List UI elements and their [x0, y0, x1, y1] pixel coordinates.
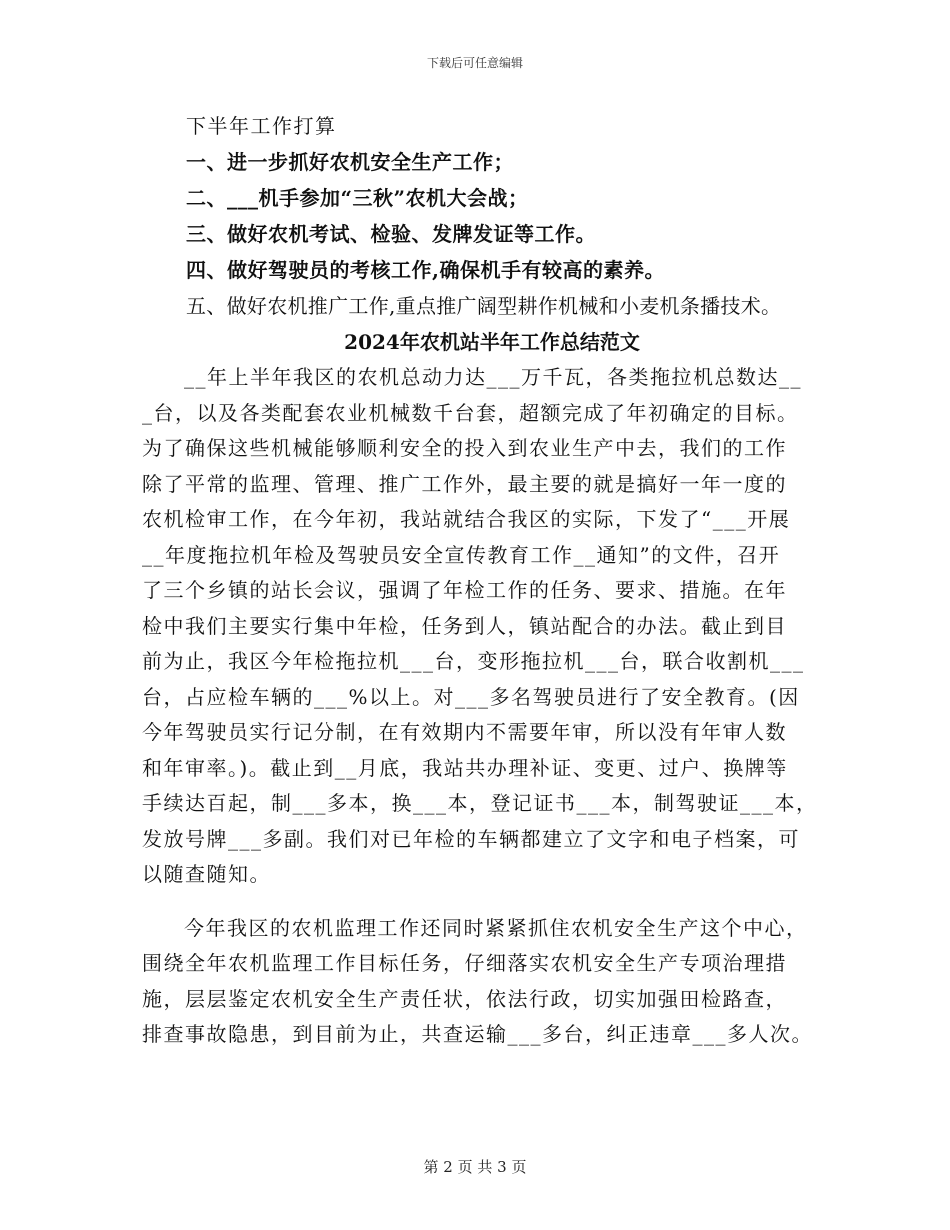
- paragraph-line: 为了确保这些机械能够顺利安全的投入到农业生产中去，我们的工作: [142, 436, 787, 460]
- paragraph-line: 检中我们主要实行集中年检，任务到人，镇站配合的办法。截止到目: [142, 613, 787, 638]
- paragraph-line: 以随查随知。: [142, 862, 271, 886]
- page-footer: 第 2 页 共 3 页: [423, 1158, 527, 1176]
- plan-item: 一、进一步抓好农机安全生产工作；: [186, 150, 514, 174]
- paragraph-line: 手续达百起，制___多本，换___本，登记证书___本，制驾驶证___本，: [142, 791, 818, 815]
- paragraph-line: 施，层层鉴定农机安全生产责任状，依法行政，切实加强田检路查，: [142, 986, 787, 1011]
- paragraph-line: 今年驾驶员实行记分制，在有效期内不需要年审，所以没有年审人数: [142, 720, 787, 744]
- paragraph-line: 农机检审工作，在今年初，我站就结合我区的实际，下发了“___开展: [142, 507, 791, 531]
- paragraph-line: __年度拖拉机年检及驾驶员安全宣传教育工作__通知”的文件，召开: [142, 542, 781, 567]
- paragraph-line: 和年审率。)。截止到__月底，我站共办理补证、变更、过户、换牌等: [142, 755, 788, 780]
- paragraph-gap: [142, 893, 822, 911]
- paragraph-2: [142, 911, 822, 1053]
- paragraph-line: 排查事故隐患，到目前为止，共查运输___多台，纠正违章___多人次。: [142, 1022, 813, 1046]
- paragraph-line: 前为止，我区今年检拖拉机___台，变形拖拉机___台，联合收割机___: [142, 649, 805, 673]
- paragraph-line: 台，占应检车辆的___%以上。对___多名驾驶员进行了安全教育。(因: [142, 684, 800, 709]
- paragraph-1: [142, 360, 822, 893]
- paragraph-line: 发放号牌___多副。我们对已年检的车辆都建立了文字和电子档案，可: [142, 826, 800, 851]
- paragraph-line: 今年我区的农机监理工作还同时紧紧抓住农机安全生产这个中心，: [184, 915, 808, 940]
- header-note: 下载后可任意编辑: [426, 56, 523, 70]
- document-body: [142, 108, 822, 1053]
- document-title: 2024年农机站半年工作总结范文: [344, 330, 640, 354]
- plan-item: 三、做好农机考试、检验、发牌发证等工作。: [186, 222, 596, 246]
- paragraph-line: _台，以及各类配套农业机械数千台套，超额完成了年初确定的目标。: [142, 400, 799, 425]
- paragraph-line: 了三个乡镇的站长会议，强调了年检工作的任务、要求、措施。在年: [142, 578, 787, 602]
- paragraph-line: 围绕全年农机监理工作目标任务，仔细落实农机安全生产专项治理措: [142, 951, 787, 975]
- plan-item: 五、做好农机推广工作,重点推广阔型耕作机械和小麦机条播技术。: [186, 294, 782, 318]
- paragraph-line: __年上半年我区的农机总动力达___万千瓦，各类拖拉机总数达__: [184, 365, 802, 389]
- plan-item: 四、做好驾驶员的考核工作,确保机手有较高的素养。: [186, 258, 665, 282]
- plan-item: 二、___机手参加“三秋”农机大会战；: [186, 186, 529, 210]
- paragraph-line: 除了平常的监理、管理、推广工作外，最主要的就是搞好一年一度的: [142, 471, 787, 496]
- plan-heading: 下半年工作打算: [186, 114, 337, 138]
